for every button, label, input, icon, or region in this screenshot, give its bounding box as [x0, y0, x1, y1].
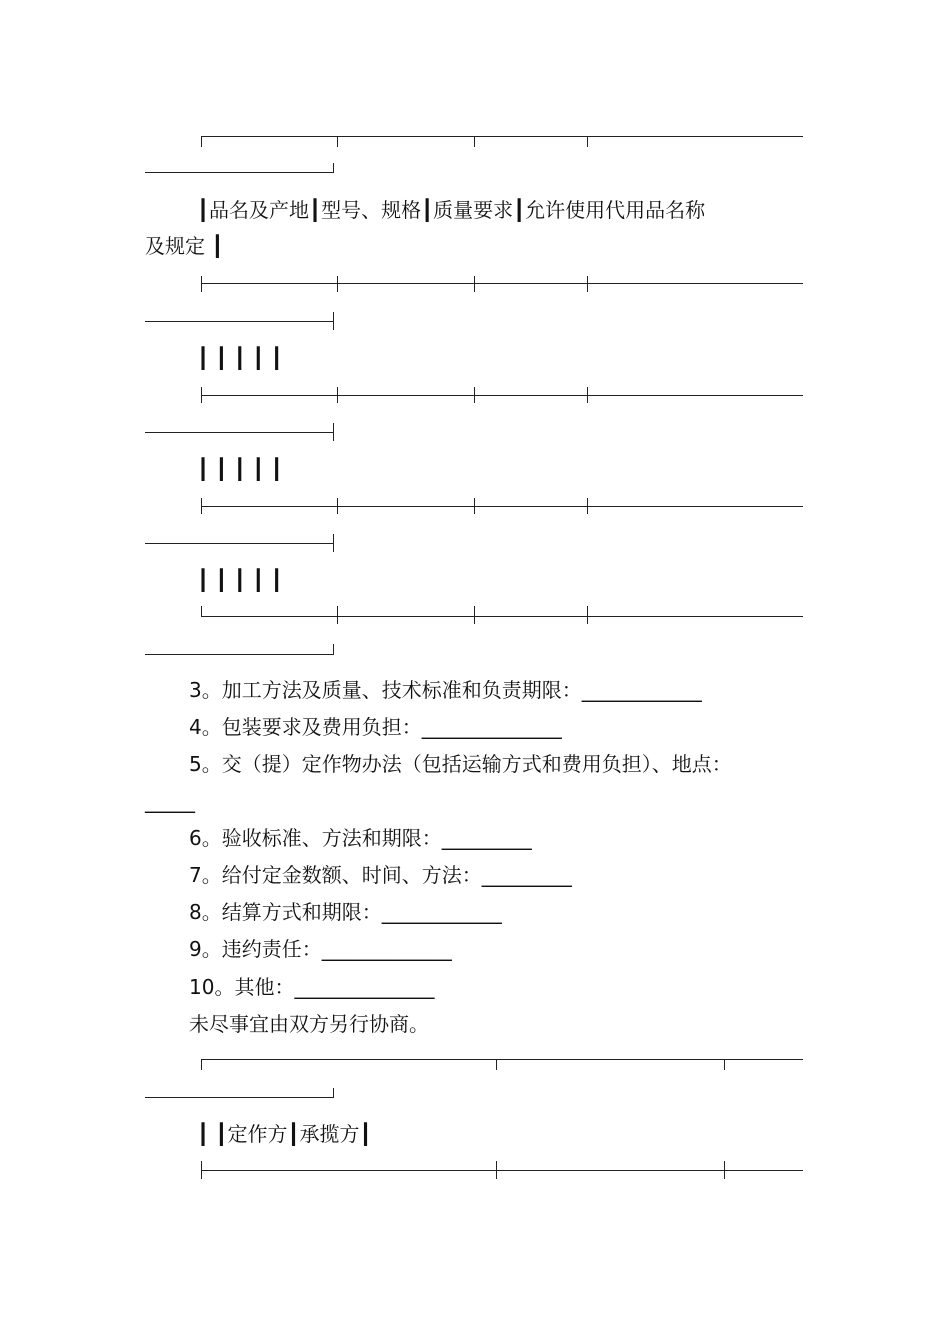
clause-3: 3。加工方法及质量、技术标准和负责期限：____________ — [189, 678, 702, 702]
table2-header-row: ┃ ┃定作方┃承揽方┃ — [197, 1122, 372, 1146]
clause-10: 10。其他：______________ — [189, 975, 435, 999]
table1-empty-row: ┃ ┃ ┃ ┃ ┃ — [197, 457, 283, 481]
clause-8: 8。结算方式和期限：____________ — [189, 900, 502, 924]
clause-4: 4。包装要求及费用负担：______________ — [189, 715, 562, 739]
table1-header-row: ┃品名及产地┃型号、规格┃质量要求┃允许使用代用品名称 — [197, 198, 706, 222]
clause-7: 7。给付定金数额、时间、方法：_________ — [189, 863, 572, 887]
clause-5: 5。交（提）定作物办法（包括运输方式和费用负担）、地点： — [189, 752, 732, 776]
table1-empty-row: ┃ ┃ ┃ ┃ ┃ — [197, 346, 283, 370]
closing-note: 未尽事宜由双方另行协商。 — [189, 1012, 429, 1036]
clause-6: 6。验收标准、方法和期限：_________ — [189, 826, 532, 850]
table1-header-row-wrap: 及规定 ┃ — [145, 234, 224, 258]
clause-5-blank: _____ — [145, 789, 195, 813]
clause-9: 9。违约责任：_____________ — [189, 937, 452, 961]
table1-empty-row: ┃ ┃ ┃ ┃ ┃ — [197, 568, 283, 592]
